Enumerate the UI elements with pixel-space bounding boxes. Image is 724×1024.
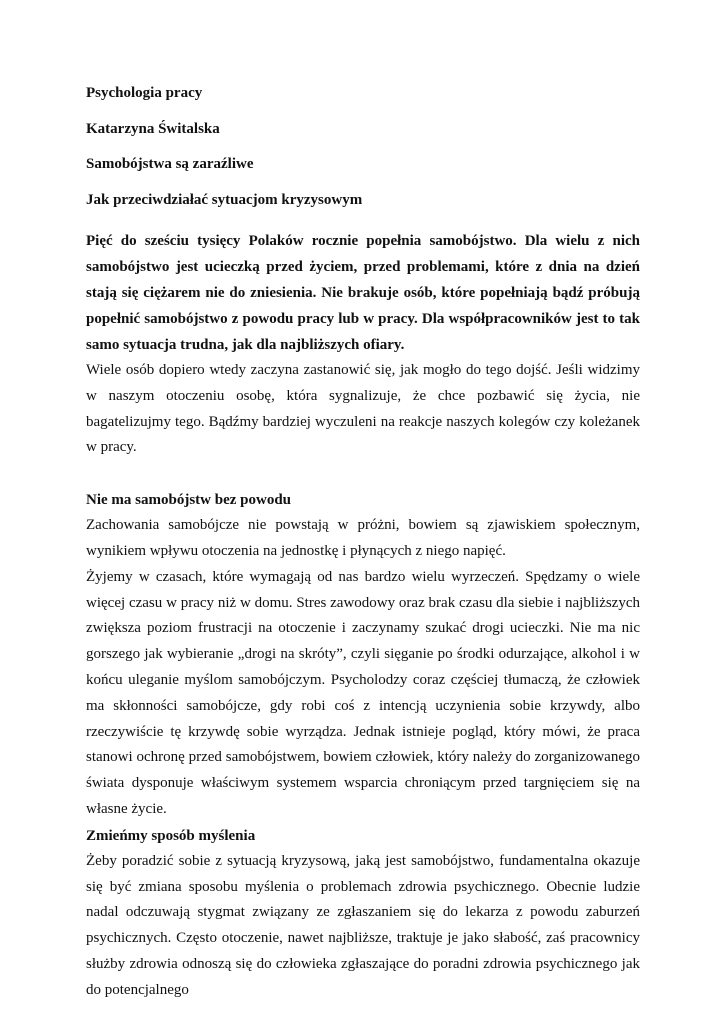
course-name: Psychologia pracy (86, 85, 203, 101)
article-subtitle: Jak przeciwdziałać sytuacjom kryzysowym (86, 192, 363, 208)
section2-paragraph-1: Żeby poradzić sobie z sytuacją kryzysową, jaką jest samobójstwo, fundamentalna okazuje się być zmiana sposobu myślenia o problemach zdrowia psychicznego. Obecnie ludzie nadal odczuwają stygmat związany ze zgłaszaniem się do lekarza z powodu zaburzeń psychicznych. Często otoczenie, nawet najbliższe, traktuje je jako słabość, zaś pracownicy służby zdrowia odnoszą się do człowieka zgłaszające do poradni zdrowia psychicznego jak do potencjalnego (86, 852, 640, 998)
article-title: Samobójstwa są zaraźliwe (86, 156, 254, 172)
section1-paragraph-1: Zachowania samobójcze nie powstają w próżni, bowiem są zjawiskiem społecznym, wynikiem wpływu otoczenia na jednostkę i płynących z niego napięć. (86, 517, 640, 559)
section-heading-no-suicide-without-reason: Nie ma samobójstw bez powodu (86, 492, 292, 509)
lead-paragraph: Pięć do sześciu tysięcy Polaków rocznie popełnia samobójstwo. Dla wielu z nich samobójstwo jest ucieczką przed życiem, przed problemami, które z dnia na dzień stają się ciężarem nie do zniesienia. Nie brakuje osób, które popełniają bądź próbują popełnić samobójstwo z powodu pracy lub w pracy. Dla współpracowników jest to tak samo sytuacja trudna, jak dla najbliższych ofiary. (86, 233, 640, 353)
section1-paragraph-2: Żyjemy w czasach, które wymagają od nas bardzo wielu wyrzeczeń. Spędzamy o wiele więcej czasu w pracy niż w domu. Stres zawodowy oraz brak czasu dla siebie i najbliższych zwiększa poziom frustracji na otoczenie i zaczynamy szukać drogi ucieczki. Nie ma nic gorszego jak wybieranie „drogi na skróty”, czyli sięganie po środki odurzające, alkohol i w końcu uleganie myślom samobójczym. Psycholodzy coraz częściej tłumaczą, że człowiek ma skłonności samobójcze, gdy robi coś z intencją uczynienia sobie krzywdy, albo rzeczywiście tę krzywdę sobie wyrządza. Jednak istnieje pogląd, który mówi, że praca stanowi ochronę przed samobójstwem, bowiem człowiek, który należy do zorganizowanego świata dysponuje właściwym systemem wsparcia chroniącym przed targnięciem się na własne życie. (86, 568, 640, 817)
document-page (86, 84, 640, 1004)
intro-paragraph: Wiele osób dopiero wtedy zaczyna zastanowić się, jak mogło do tego dojść. Jeśli widzimy w naszym otoczeniu osobę, która sygnalizuje, że chce pozbawić się życia, nie bagatelizujmy tego. Bądźmy bardziej wyczuleni na reakcje naszych kolegów czy koleżanek w pracy. (86, 362, 640, 456)
author-name: Katarzyna Świtalska (86, 121, 220, 137)
section-heading-change-thinking: Zmieńmy sposób myślenia (86, 827, 256, 844)
